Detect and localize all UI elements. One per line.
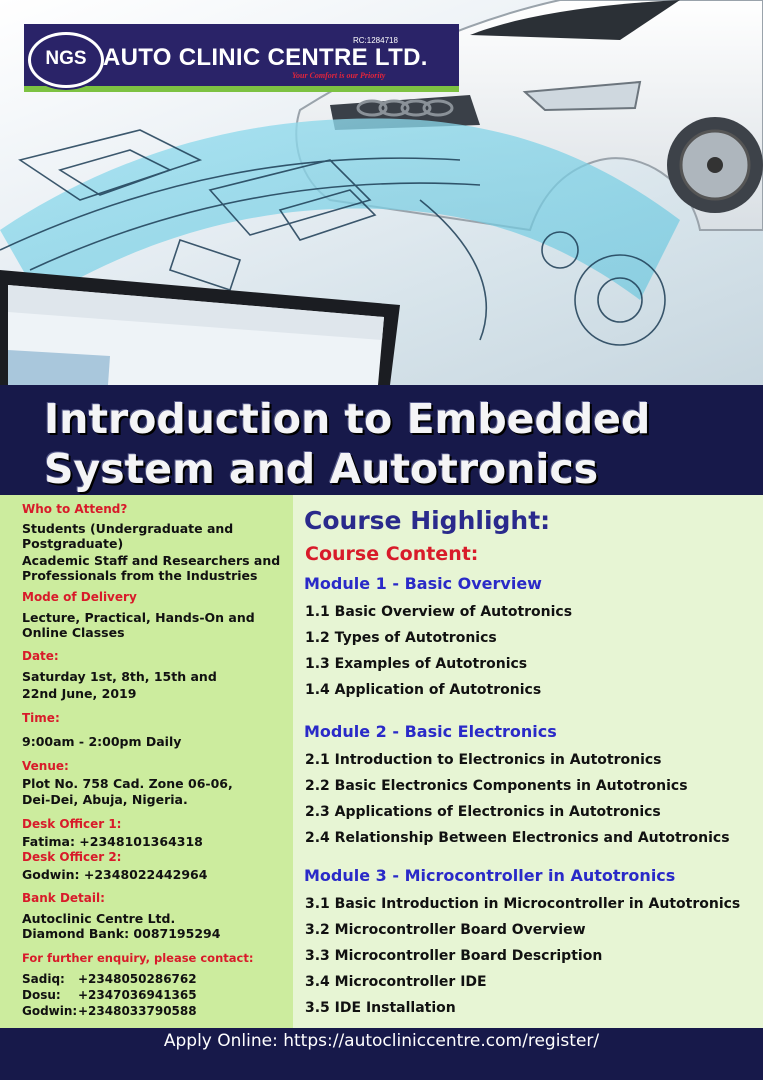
date-line: Saturday 1st, 8th, 15th and — [22, 669, 217, 684]
time-value: 9:00am - 2:00pm Daily — [22, 734, 182, 749]
course-highlight-heading: Course Highlight: — [304, 506, 551, 535]
hero-banner — [0, 0, 763, 385]
module-item: 3.5 IDE Installation — [305, 1000, 456, 1016]
module-item: 2.3 Applications of Electronics in Autotronics — [305, 804, 661, 820]
module-item: 3.4 Microcontroller IDE — [305, 974, 487, 990]
module-item: 3.2 Microcontroller Board Overview — [305, 922, 586, 938]
who-label: Who to Attend? — [22, 502, 128, 516]
who-line: Students (Undergraduate and — [22, 521, 234, 536]
apply-online-link[interactable]: Apply Online: https://autocliniccentre.com/register/ — [163, 1031, 600, 1051]
rc-number: RC:1284718 — [353, 36, 398, 45]
delivery-line: Online Classes — [22, 625, 125, 640]
desk-officer-2-label: Desk Officer 2: — [22, 850, 122, 864]
bank-line: Diamond Bank: 0087195294 — [22, 926, 221, 941]
course-content-heading: Course Content: — [305, 543, 479, 565]
time-label: Time: — [22, 711, 60, 725]
logo-initials: NGS — [45, 48, 87, 69]
module-title: Module 3 - Microcontroller in Autotronics — [304, 866, 676, 885]
module-item: 1.4 Application of Autotronics — [305, 682, 542, 698]
contact-phone: +2348033790588 — [78, 1004, 197, 1018]
contact-name: Sadiq: — [22, 972, 65, 986]
bank-line: Autoclinic Centre Ltd. — [22, 911, 176, 926]
who-line: Postgraduate) — [22, 536, 124, 551]
bank-label: Bank Detail: — [22, 891, 105, 905]
contact-phone: +2347036941365 — [78, 988, 197, 1002]
logo-underline — [24, 86, 459, 92]
contact-row — [22, 1004, 282, 1018]
module-item: 1.3 Examples of Autotronics — [305, 656, 528, 672]
contact-name: Godwin: — [22, 1004, 78, 1018]
who-line: Academic Staff and Researchers and — [22, 553, 281, 568]
module-item: 2.1 Introduction to Electronics in Autotronics — [305, 752, 662, 768]
contact-row — [22, 972, 282, 986]
venue-label: Venue: — [22, 759, 69, 773]
venue-line: Plot No. 758 Cad. Zone 06-06, — [22, 776, 233, 791]
module-item: 1.2 Types of Autotronics — [305, 630, 497, 646]
desk-officer-2-value: Godwin: +2348022442964 — [22, 867, 208, 882]
desk-officer-1-label: Desk Officer 1: — [22, 817, 122, 831]
page-title: Introduction to Embedded System and Autotronics — [44, 395, 651, 493]
venue-line: Dei-Dei, Abuja, Nigeria. — [22, 792, 188, 807]
contact-phone: +2348050286762 — [78, 972, 197, 986]
who-line: Professionals from the Industries — [22, 568, 258, 583]
module-item: 2.4 Relationship Between Electronics and Autotronics — [305, 830, 730, 846]
contact-row — [22, 988, 282, 1002]
company-name: AUTO CLINIC CENTRE LTD. — [103, 44, 428, 71]
company-tagline: Your Comfort is our Priority — [292, 71, 386, 80]
delivery-label: Mode of Delivery — [22, 590, 137, 604]
date-line: 22nd June, 2019 — [22, 686, 137, 701]
module-title: Module 2 - Basic Electronics — [304, 722, 557, 741]
module-item: 1.1 Basic Overview of Autotronics — [305, 604, 573, 620]
enquiry-label: For further enquiry, please contact: — [22, 951, 254, 965]
contact-name: Dosu: — [22, 988, 61, 1002]
module-item: 3.3 Microcontroller Board Description — [305, 948, 603, 964]
date-label: Date: — [22, 649, 59, 663]
delivery-line: Lecture, Practical, Hands-On and — [22, 610, 255, 625]
module-item: 2.2 Basic Electronics Components in Autotronics — [305, 778, 688, 794]
module-title: Module 1 - Basic Overview — [304, 574, 542, 593]
module-item: 3.1 Basic Introduction in Microcontroller in Autotronics — [305, 896, 741, 912]
tablet-graphic — [0, 270, 400, 385]
desk-officer-1-value: Fatima: +2348101364318 — [22, 834, 203, 849]
